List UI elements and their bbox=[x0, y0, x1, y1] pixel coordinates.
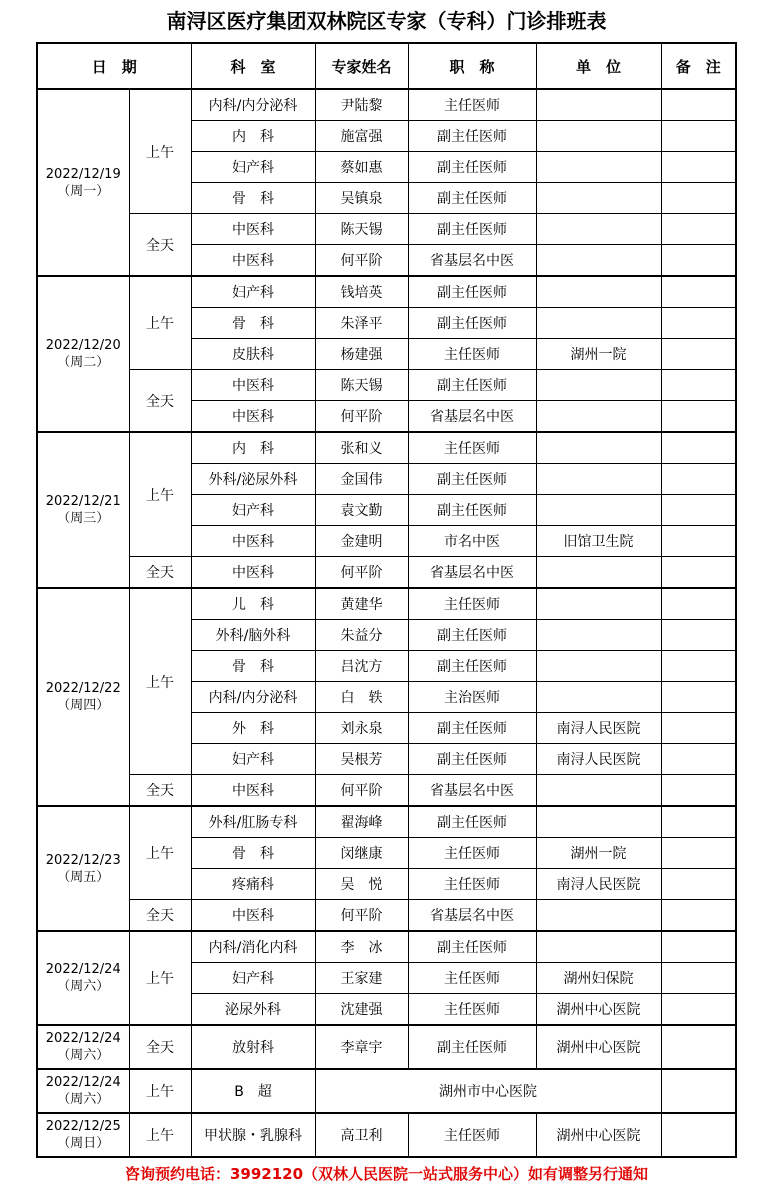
note-cell bbox=[661, 183, 736, 214]
dept-cell: 疼痛科 bbox=[191, 869, 315, 900]
note-cell bbox=[661, 682, 736, 713]
dept-cell: 中医科 bbox=[191, 214, 315, 245]
note-cell bbox=[661, 775, 736, 807]
header-name: 专家姓名 bbox=[315, 43, 408, 89]
doctor-name-cell: 尹陆黎 bbox=[315, 89, 408, 121]
rank-cell: 主任医师 bbox=[408, 432, 536, 464]
note-cell bbox=[661, 713, 736, 744]
weekday-text: （周六） bbox=[57, 979, 110, 994]
dept-cell: 中医科 bbox=[191, 401, 315, 433]
dept-cell: 骨 科 bbox=[191, 183, 315, 214]
rank-cell: 副主任医师 bbox=[408, 276, 536, 308]
unit-cell: 湖州中心医院 bbox=[536, 1113, 661, 1157]
table-row bbox=[37, 557, 736, 589]
dept-cell: 泌尿外科 bbox=[191, 994, 315, 1026]
table-row bbox=[37, 370, 736, 401]
table-row bbox=[37, 806, 736, 838]
doctor-name-cell: 黄建华 bbox=[315, 588, 408, 620]
doctor-name-cell: 金国伟 bbox=[315, 464, 408, 495]
unit-cell bbox=[536, 245, 661, 277]
table-row bbox=[37, 89, 736, 121]
note-cell bbox=[661, 339, 736, 370]
rank-cell: 省基层名中医 bbox=[408, 401, 536, 433]
doctor-name-cell: 陈天锡 bbox=[315, 370, 408, 401]
note-cell bbox=[661, 1069, 736, 1113]
table-row bbox=[37, 1113, 736, 1157]
note-cell bbox=[661, 89, 736, 121]
dept-cell: 妇产科 bbox=[191, 152, 315, 183]
doctor-name-cell: 高卫利 bbox=[315, 1113, 408, 1157]
table-row bbox=[37, 1025, 736, 1069]
doctor-name-cell: 李 冰 bbox=[315, 931, 408, 963]
table-row bbox=[37, 432, 736, 464]
doctor-name-cell: 朱益分 bbox=[315, 620, 408, 651]
note-cell bbox=[661, 900, 736, 932]
dept-cell: 中医科 bbox=[191, 526, 315, 557]
doctor-name-cell: 何平阶 bbox=[315, 557, 408, 589]
unit-cell bbox=[536, 370, 661, 401]
unit-cell bbox=[536, 183, 661, 214]
rank-cell: 副主任医师 bbox=[408, 495, 536, 526]
doctor-name-cell: 闵继康 bbox=[315, 838, 408, 869]
dept-cell: 外科/脑外科 bbox=[191, 620, 315, 651]
dept-cell: 妇产科 bbox=[191, 276, 315, 308]
weekday-text: （周四） bbox=[57, 698, 110, 713]
merged-unit-cell: 湖州市中心医院 bbox=[315, 1069, 661, 1113]
session-cell: 上午 bbox=[129, 1069, 191, 1113]
session-cell: 上午 bbox=[129, 89, 191, 214]
dept-cell: 骨 科 bbox=[191, 838, 315, 869]
doctor-name-cell: 陈天锡 bbox=[315, 214, 408, 245]
table-row bbox=[37, 1069, 736, 1113]
note-cell bbox=[661, 276, 736, 308]
note-cell bbox=[661, 806, 736, 838]
date-text: 2022/12/20 bbox=[45, 338, 121, 353]
doctor-name-cell: 钱培英 bbox=[315, 276, 408, 308]
header-row bbox=[37, 43, 736, 89]
table-row bbox=[37, 775, 736, 807]
header-unit: 单 位 bbox=[536, 43, 661, 89]
doctor-name-cell: 杨建强 bbox=[315, 339, 408, 370]
date-text: 2022/12/23 bbox=[45, 852, 121, 868]
table-row bbox=[37, 214, 736, 245]
dept-cell: 中医科 bbox=[191, 900, 315, 932]
weekday-text: （周六） bbox=[57, 1092, 110, 1107]
rank-cell: 副主任医师 bbox=[408, 464, 536, 495]
page-title: 南浔区医疗集团双林院区专家（专科）门诊排班表 bbox=[166, 9, 607, 33]
session-cell: 全天 bbox=[129, 370, 191, 433]
unit-cell: 湖州中心医院 bbox=[536, 1025, 661, 1069]
rank-cell: 副主任医师 bbox=[408, 308, 536, 339]
date-cell bbox=[37, 89, 129, 276]
dept-cell: 中医科 bbox=[191, 370, 315, 401]
rank-cell: 副主任医师 bbox=[408, 806, 536, 838]
doctor-name-cell: 蔡如惠 bbox=[315, 152, 408, 183]
dept-cell: 中医科 bbox=[191, 245, 315, 277]
doctor-name-cell: 何平阶 bbox=[315, 401, 408, 433]
session-cell: 上午 bbox=[129, 432, 191, 557]
date-cell bbox=[37, 931, 129, 1025]
unit-cell bbox=[536, 276, 661, 308]
rank-cell: 副主任医师 bbox=[408, 370, 536, 401]
note-cell bbox=[661, 495, 736, 526]
unit-cell: 湖州一院 bbox=[536, 838, 661, 869]
doctor-name-cell: 王家建 bbox=[315, 963, 408, 994]
rank-cell: 主治医师 bbox=[408, 682, 536, 713]
dept-cell: 内科/内分泌科 bbox=[191, 89, 315, 121]
unit-cell bbox=[536, 89, 661, 121]
unit-cell bbox=[536, 900, 661, 932]
note-cell bbox=[661, 464, 736, 495]
session-cell: 上午 bbox=[129, 588, 191, 775]
dept-cell: 内科/内分泌科 bbox=[191, 682, 315, 713]
dept-cell: 外科/泌尿外科 bbox=[191, 464, 315, 495]
unit-cell bbox=[536, 775, 661, 807]
rank-cell: 副主任医师 bbox=[408, 121, 536, 152]
dept-cell: 内 科 bbox=[191, 432, 315, 464]
schedule-table bbox=[36, 42, 737, 1158]
date-cell bbox=[37, 806, 129, 931]
rank-cell: 副主任医师 bbox=[408, 713, 536, 744]
date-text: 2022/12/19 bbox=[45, 166, 121, 182]
note-cell bbox=[661, 214, 736, 245]
doctor-name-cell: 李章宇 bbox=[315, 1025, 408, 1069]
session-cell: 全天 bbox=[129, 775, 191, 807]
doctor-name-cell: 刘永泉 bbox=[315, 713, 408, 744]
schedule-body bbox=[37, 89, 736, 1157]
note-cell bbox=[661, 620, 736, 651]
rank-cell: 副主任医师 bbox=[408, 152, 536, 183]
unit-cell bbox=[536, 464, 661, 495]
header-note: 备 注 bbox=[661, 43, 736, 89]
rank-cell: 主任医师 bbox=[408, 339, 536, 370]
rank-cell: 主任医师 bbox=[408, 588, 536, 620]
date-text: 2022/12/25 bbox=[45, 1119, 121, 1134]
unit-cell: 湖州一院 bbox=[536, 339, 661, 370]
rank-cell: 副主任医师 bbox=[408, 651, 536, 682]
dept-cell: 妇产科 bbox=[191, 495, 315, 526]
doctor-name-cell: 吕沈方 bbox=[315, 651, 408, 682]
dept-cell: 外科/肛肠专科 bbox=[191, 806, 315, 838]
session-cell: 上午 bbox=[129, 806, 191, 900]
footer-notice: 咨询预约电话：3992120（双林人民医院一站式服务中心）如有调整另行通知 bbox=[124, 1165, 649, 1183]
weekday-text: （周日） bbox=[57, 1136, 110, 1151]
unit-cell bbox=[536, 432, 661, 464]
date-cell bbox=[37, 1025, 129, 1069]
dept-cell: 内科/消化内科 bbox=[191, 931, 315, 963]
rank-cell: 副主任医师 bbox=[408, 744, 536, 775]
note-cell bbox=[661, 651, 736, 682]
table-row bbox=[37, 900, 736, 932]
dept-cell: 骨 科 bbox=[191, 651, 315, 682]
doctor-name-cell: 何平阶 bbox=[315, 245, 408, 277]
note-cell bbox=[661, 588, 736, 620]
unit-cell bbox=[536, 588, 661, 620]
dept-cell: 骨 科 bbox=[191, 308, 315, 339]
note-cell bbox=[661, 994, 736, 1026]
header-dept: 科 室 bbox=[191, 43, 315, 89]
unit-cell bbox=[536, 401, 661, 433]
unit-cell bbox=[536, 308, 661, 339]
weekday-text: （周二） bbox=[57, 355, 110, 370]
note-cell bbox=[661, 869, 736, 900]
header-date: 日 期 bbox=[37, 43, 191, 89]
dept-cell: 妇产科 bbox=[191, 963, 315, 994]
date-cell bbox=[37, 1069, 129, 1113]
unit-cell bbox=[536, 214, 661, 245]
unit-cell: 湖州妇保院 bbox=[536, 963, 661, 994]
note-cell bbox=[661, 370, 736, 401]
date-text: 2022/12/24 bbox=[45, 1031, 121, 1046]
date-cell bbox=[37, 1113, 129, 1157]
doctor-name-cell: 何平阶 bbox=[315, 900, 408, 932]
note-cell bbox=[661, 1025, 736, 1069]
date-text: 2022/12/22 bbox=[45, 681, 121, 696]
rank-cell: 副主任医师 bbox=[408, 214, 536, 245]
table-row bbox=[37, 588, 736, 620]
doctor-name-cell: 何平阶 bbox=[315, 775, 408, 807]
doctor-name-cell: 朱泽平 bbox=[315, 308, 408, 339]
note-cell bbox=[661, 838, 736, 869]
rank-cell: 主任医师 bbox=[408, 963, 536, 994]
session-cell: 上午 bbox=[129, 931, 191, 1025]
weekday-text: （周三） bbox=[57, 511, 110, 526]
session-cell: 上午 bbox=[129, 1113, 191, 1157]
session-cell: 上午 bbox=[129, 276, 191, 370]
dept-cell: 妇产科 bbox=[191, 744, 315, 775]
note-cell bbox=[661, 121, 736, 152]
date-text: 2022/12/24 bbox=[45, 1075, 121, 1090]
rank-cell: 副主任医师 bbox=[408, 931, 536, 963]
note-cell bbox=[661, 744, 736, 775]
dept-cell: 皮肤科 bbox=[191, 339, 315, 370]
table-row bbox=[37, 276, 736, 308]
note-cell bbox=[661, 931, 736, 963]
dept-cell: 中医科 bbox=[191, 775, 315, 807]
unit-cell bbox=[536, 682, 661, 713]
note-cell bbox=[661, 432, 736, 464]
note-cell bbox=[661, 152, 736, 183]
unit-cell bbox=[536, 495, 661, 526]
doctor-name-cell: 沈建强 bbox=[315, 994, 408, 1026]
doctor-name-cell: 张和义 bbox=[315, 432, 408, 464]
unit-cell: 南浔人民医院 bbox=[536, 869, 661, 900]
rank-cell: 市名中医 bbox=[408, 526, 536, 557]
session-cell: 全天 bbox=[129, 1025, 191, 1069]
rank-cell: 主任医师 bbox=[408, 89, 536, 121]
note-cell bbox=[661, 308, 736, 339]
table-row bbox=[37, 931, 736, 963]
dept-cell: 儿 科 bbox=[191, 588, 315, 620]
weekday-text: （周一） bbox=[57, 183, 110, 199]
doctor-name-cell: 吴 悦 bbox=[315, 869, 408, 900]
note-cell bbox=[661, 557, 736, 589]
unit-cell bbox=[536, 620, 661, 651]
rank-cell: 省基层名中医 bbox=[408, 557, 536, 589]
unit-cell bbox=[536, 806, 661, 838]
date-cell bbox=[37, 276, 129, 432]
dept-cell: 甲状腺・乳腺科 bbox=[191, 1113, 315, 1157]
unit-cell: 南浔人民医院 bbox=[536, 744, 661, 775]
doctor-name-cell: 吴根芳 bbox=[315, 744, 408, 775]
weekday-text: （周五） bbox=[57, 869, 110, 885]
dept-cell: B 超 bbox=[191, 1069, 315, 1113]
rank-cell: 主任医师 bbox=[408, 838, 536, 869]
dept-cell: 外 科 bbox=[191, 713, 315, 744]
note-cell bbox=[661, 963, 736, 994]
date-text: 2022/12/21 bbox=[45, 494, 121, 509]
unit-cell bbox=[536, 121, 661, 152]
rank-cell: 副主任医师 bbox=[408, 1025, 536, 1069]
date-cell bbox=[37, 432, 129, 588]
header-rank: 职 称 bbox=[408, 43, 536, 89]
unit-cell bbox=[536, 931, 661, 963]
doctor-name-cell: 白 轶 bbox=[315, 682, 408, 713]
date-cell bbox=[37, 588, 129, 806]
session-cell: 全天 bbox=[129, 214, 191, 277]
unit-cell bbox=[536, 651, 661, 682]
note-cell bbox=[661, 1113, 736, 1157]
unit-cell: 旧馆卫生院 bbox=[536, 526, 661, 557]
note-cell bbox=[661, 401, 736, 433]
doctor-name-cell: 施富强 bbox=[315, 121, 408, 152]
note-cell bbox=[661, 526, 736, 557]
dept-cell: 放射科 bbox=[191, 1025, 315, 1069]
session-cell: 全天 bbox=[129, 557, 191, 589]
rank-cell: 主任医师 bbox=[408, 869, 536, 900]
rank-cell: 副主任医师 bbox=[408, 183, 536, 214]
unit-cell: 湖州中心医院 bbox=[536, 994, 661, 1026]
doctor-name-cell: 翟海峰 bbox=[315, 806, 408, 838]
session-cell: 全天 bbox=[129, 900, 191, 932]
unit-cell bbox=[536, 152, 661, 183]
rank-cell: 副主任医师 bbox=[408, 620, 536, 651]
unit-cell bbox=[536, 557, 661, 589]
date-text: 2022/12/24 bbox=[45, 962, 121, 977]
rank-cell: 主任医师 bbox=[408, 1113, 536, 1157]
dept-cell: 内 科 bbox=[191, 121, 315, 152]
weekday-text: （周六） bbox=[57, 1048, 110, 1063]
dept-cell: 中医科 bbox=[191, 557, 315, 589]
note-cell bbox=[661, 245, 736, 277]
rank-cell: 主任医师 bbox=[408, 994, 536, 1026]
rank-cell: 省基层名中医 bbox=[408, 245, 536, 277]
rank-cell: 省基层名中医 bbox=[408, 775, 536, 807]
unit-cell: 南浔人民医院 bbox=[536, 713, 661, 744]
doctor-name-cell: 金建明 bbox=[315, 526, 408, 557]
rank-cell: 省基层名中医 bbox=[408, 900, 536, 932]
doctor-name-cell: 袁文勤 bbox=[315, 495, 408, 526]
doctor-name-cell: 吴镇泉 bbox=[315, 183, 408, 214]
